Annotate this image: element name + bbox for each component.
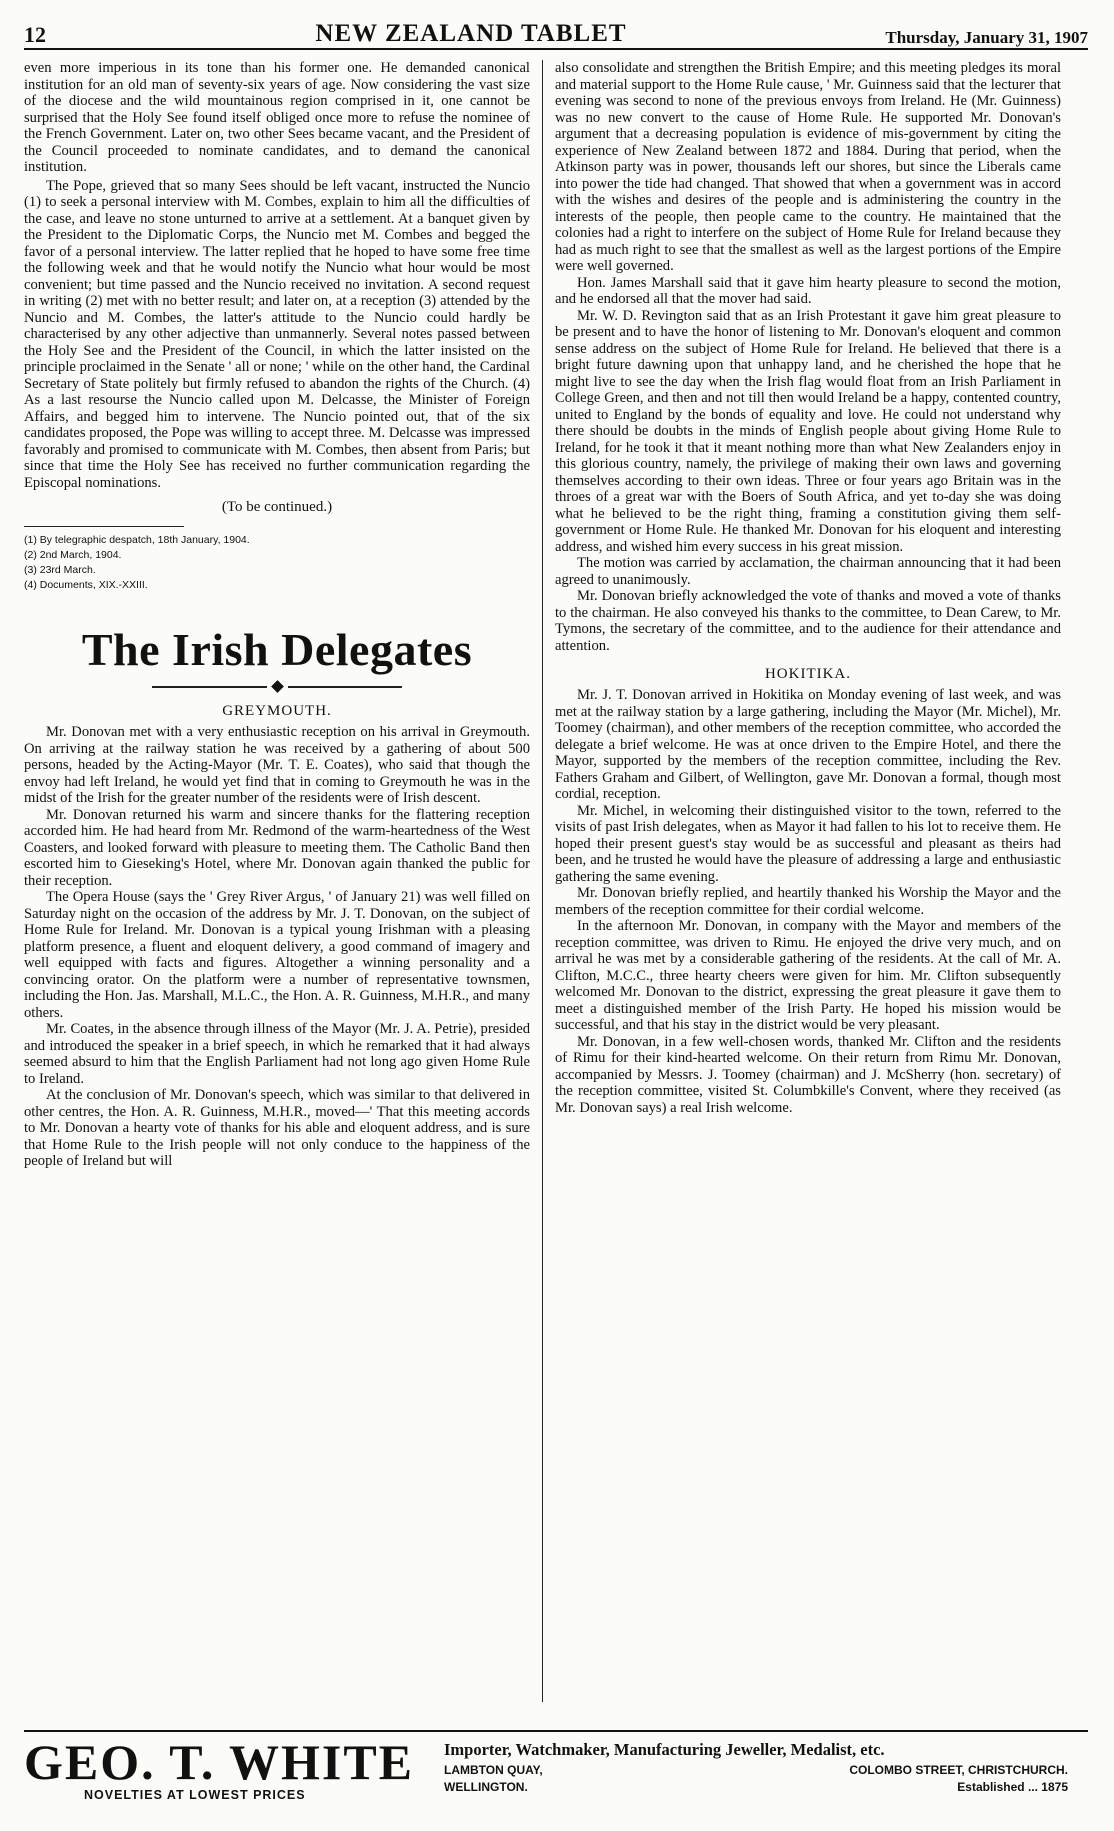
to-be-continued: (To be continued.): [221, 499, 333, 515]
article-paragraph: Mr. Michel, in welcoming their distinguished visitor to the town, referred to the visits of past Irish delegates, when as Mayor it had fallen to his lot to receive them. He hoped their present guest's stay would be as successful and pleasant as theirs had been, and he trusted he would have the pleasure of addressing a large and enthusiastic gathering the same evening.: [555, 802, 1061, 885]
advert-address-2: COLOMBO STREET, CHRISTCHURCH.: [849, 1763, 1068, 1777]
footnote-rule: [24, 526, 184, 527]
article-paragraph: In the afternoon Mr. Donovan, in company with the Mayor and members of the reception committee, was driven to Rimu. He enjoyed the drive very much, and on arrival he was met by a considerable gathering of the residents. At the call of Mr. A. Clifton, M.C.C., three hearty cheers were given for him. Mr. Clifton subsequently welcomed Mr. Donovan to the district, expressing the great pleasure it gave them to meet a distinguished member of the Irish Party. He hoped his mission would be successful, and that his stay in the district would be very pleasant.: [555, 918, 1061, 1033]
advertisement: [24, 1730, 1088, 1824]
article-paragraph: The motion was carried by acclamation, the chairman announcing that it had been agreed to unanimously.: [555, 555, 1061, 588]
footnote: (4) Documents, XIX.-XXIII.: [24, 579, 148, 591]
headline-ornament: [152, 682, 402, 691]
article-paragraph: Mr. Donovan met with a very enthusiastic reception on his arrival in Greymouth. On arriving at the railway station he was received by a gathering of about 500 persons, headed by the Acting-Mayor (Mr. T. E. Coates), who said that though the envoy had left Ireland, he would yet find that in coming to Greymouth he was in the midst of the Irish for the greater number of the residents were of Irish descent.: [24, 724, 530, 806]
article-paragraph: Hon. James Marshall said that it gave him hearty pleasure to second the motion, and he endorsed all that the mover had said.: [555, 274, 1061, 307]
article-paragraph: At the conclusion of Mr. Donovan's speech, which was similar to that delivered in other centres, the Hon. A. R. Guinness, M.H.R., moved—' That this meeting accords to Mr. Donovan a hearty vote of thanks for his able and eloquent address, and is sure that Home Rule to the Irish people will not only conduce to the happiness of the people of Ireland but will: [24, 1087, 530, 1169]
article-paragraph: The Pope, grieved that so many Sees should be left vacant, instructed the Nuncio (1) to seek a personal interview with M. Combes, explain to him all the difficulties of the case, and leave no stone unturned to arrive at a settlement. At a banquet given by the President to the Diplomatic Corps, the Nuncio met M. Combes and begged the favor of a personal interview. The latter replied that he hoped to have some free time the following week and that he would notify the Nuncio what hour would be most convenient; but time passed and the Nuncio received no invitation. A second request in writing (2) met with no better result; and later on, at a reception (3) attended by the Nuncio and M. Combes, the latter's attitude to the Nuncio could hardly be characterised by any other adjective than unmannerly. Several notes passed between the Holy See and the President of the Council, in which the latter insisted on the principle proclaimed in the Senate ' all or none; ' while on the other hand, the Cardinal Secretary of State politely but firmly refused to abandon the rights of the Church. (4) As a last resourse the Nuncio called upon M. Delcasse, the Minister of Foreign Affairs, and begged him to intervene. The Nuncio pointed out, that of the six candidates proposed, the Pope was willing to accept three. M. Delcasse was impressed favorably and promised to communicate with M. Combes, then absent from Paris; but since that time the Holy See has received no further communication regarding the Episcopal nominations.: [24, 177, 530, 491]
advert-city-1: WELLINGTON.: [444, 1780, 528, 1794]
article-columns: [24, 60, 1088, 1702]
issue-date: Thursday, January 31, 1907: [885, 28, 1088, 47]
article-paragraph: also consolidate and strengthen the British Empire; and this meeting pledges its moral and material support to the Home Rule cause, ' Mr. Guinness said that the lecturer that evening was second to none of the previous envoys from Ireland. He (Mr. Guinness) was no new convert to the cause of Home Rule. He supported Mr. Donovan's argument that a decreasing population is evidence of mis-government by citing the experience of New Zealand between 1872 and 1884. During that period, when the Atkinson party was in power, thousands left our shores, but since the Liberals came into power the tide had changed. That showed that when a government was in accord with the wishes and desires of the people and is administering the country in the interests of the people, then people came to the country. He maintained that the colonies had a right to interfere on the subject of Home Rule for Ireland because they had as much right to see that the smallest as well as the largest portions of the Empire were well governed.: [555, 60, 1061, 274]
advert-name: GEO. T. WHITE: [24, 1734, 415, 1790]
advert-details: [444, 1732, 1088, 1824]
article-paragraph: even more imperious in its tone than his former one. He demanded canonical institution for an old man of seventy-six years of age. Now considering the vast size of the diocese and the wild mountainous region comprised in it, one cannot be surprised that the Holy See found itself obliged once more to refuse the nominee of the French Government. Later on, two other Sees became vacant, and the President of the Council proceeded to nominate candidates, and to demand the canonical institution.: [24, 60, 530, 175]
section-subhead-greymouth: GREYMOUTH.: [222, 703, 332, 719]
advert-address-1: LAMBTON QUAY,: [444, 1763, 543, 1777]
advert-brand: [24, 1732, 444, 1824]
article-headline: The Irish Delegates: [81, 624, 473, 675]
article-paragraph: Mr. Donovan briefly replied, and heartily thanked his Worship the Mayor and the members of the reception committee for their cordial welcome.: [555, 885, 1061, 918]
article-paragraph: Mr. J. T. Donovan arrived in Hokitika on Monday evening of last week, and was met at the railway station by a large gathering, including the Mayor (Mr. Michel), Mr. Toomey (chairman), and other members of the reception committee, who accorded the delegate a brief welcome. He was at once driven to the Empire Hotel, and there the Mayor, supported by the members of the reception committee, including the Rev. Fathers Graham and Gilbert, of Wellington, gave Mr. Donovan a formal, though most cordial, reception.: [555, 687, 1061, 802]
left-column: [24, 60, 542, 1702]
right-column: [543, 60, 1061, 1702]
footnote: (1) By telegraphic despatch, 18th January, 1904.: [24, 534, 250, 546]
footnote: (2) 2nd March, 1904.: [24, 549, 122, 561]
article-paragraph: The Opera House (says the ' Grey River Argus, ' of January 21) was well filled on Saturday night on the occasion of the address by Mr. J. T. Donovan, on the subject of Home Rule for Ireland. Mr. Donovan is a typical young Irishman with a pleasing platform presence, a fluent and eloquent delivery, a good command of imagery and well equipped with facts and figures. Altogether a winning personality and a convincing orator. On the platform were a number of representative townsmen, including the Hon. Jas. Marshall, M.L.C., the Hon. A. R. Guinness, M.H.R., and many others.: [24, 889, 530, 1021]
article-paragraph: Mr. Coates, in the absence through illness of the Mayor (Mr. J. A. Petrie), presided and introduced the speaker in a brief speech, in which he remarked that it had always seemed absurd to him that the English Parliament had not long ago given Home Rule to Ireland.: [24, 1021, 530, 1087]
advert-trade: Importer, Watchmaker, Manufacturing Jeweller, Medalist, etc.: [444, 1740, 885, 1759]
footnote: (3) 23rd March.: [24, 564, 96, 576]
advert-address-row-2: [444, 1780, 1088, 1794]
advert-established: Established ... 1875: [957, 1780, 1068, 1794]
page-number: 12: [24, 22, 46, 47]
article-paragraph: Mr. Donovan briefly acknowledged the vote of thanks and moved a vote of thanks to the chairman. He also conveyed his thanks to the committee, to Dean Carew, to Mr. Tymons, the secretary of the committee, and to the audience for their attendance and attention.: [555, 588, 1061, 654]
article-paragraph: Mr. Donovan returned his warm and sincere thanks for the flattering reception accorded him. He had heard from Mr. Redmond of the warm-heartedness of the West Coasters, and looked forward with pleasure to meeting them. The Catholic Band then escorted him to Gieseking's Hotel, where Mr. Donovan again thanked the public for their reception.: [24, 806, 530, 889]
advert-address-row: [444, 1763, 1088, 1777]
article-paragraph: Mr. W. D. Revington said that as an Irish Protestant it gave him great pleasure to be present and to have the honor of listening to Mr. Donovan's eloquent and common sense address on the subject of Home Rule for Ireland. He believed that there is a bright future dawning upon that unhappy land, and he cherished the hope that he might live to see the day when the Irish flag would float from an Irish Parliament in College Green, and then and not till then would Ireland be a happy, contented country, united to England by the bonds of equality and love. He could not understand why there should be doubts in the minds of English people about giving Home Rule to Ireland, for he took it that it meant nothing more than what New Zealanders enjoy in this glorious country, namely, the privilege of making their own laws and governing themselves according to their own ideas. Three or four years ago Britain was in the throes of a great war with the Boers of South Africa, and yet to-day she was doing what he believed to be the right thing, framing a constitution giving them self-government or Home Rule. He thanked Mr. Donovan for his eloquent and interesting address, and wished him every success in his great mission.: [555, 307, 1061, 555]
masthead: [24, 20, 1088, 50]
newspaper-title: NEW ZEALAND TABLET: [315, 20, 627, 47]
advert-tagline: NOVELTIES AT LOWEST PRICES: [84, 1788, 306, 1802]
section-subhead-hokitika: HOKITIKA.: [764, 666, 852, 682]
article-paragraph: Mr. Donovan, in a few well-chosen words, thanked Mr. Clifton and the residents of Rimu for their kind-hearted welcome. On their return from Rimu Mr. Donovan, accompanied by Messrs. J. Toomey (chairman) and J. McSherry (hon. secretary) of the reception committee, visited St. Columbkille's Convent, where they received (as Mr. Donovan says) a real Irish welcome.: [555, 1033, 1061, 1116]
